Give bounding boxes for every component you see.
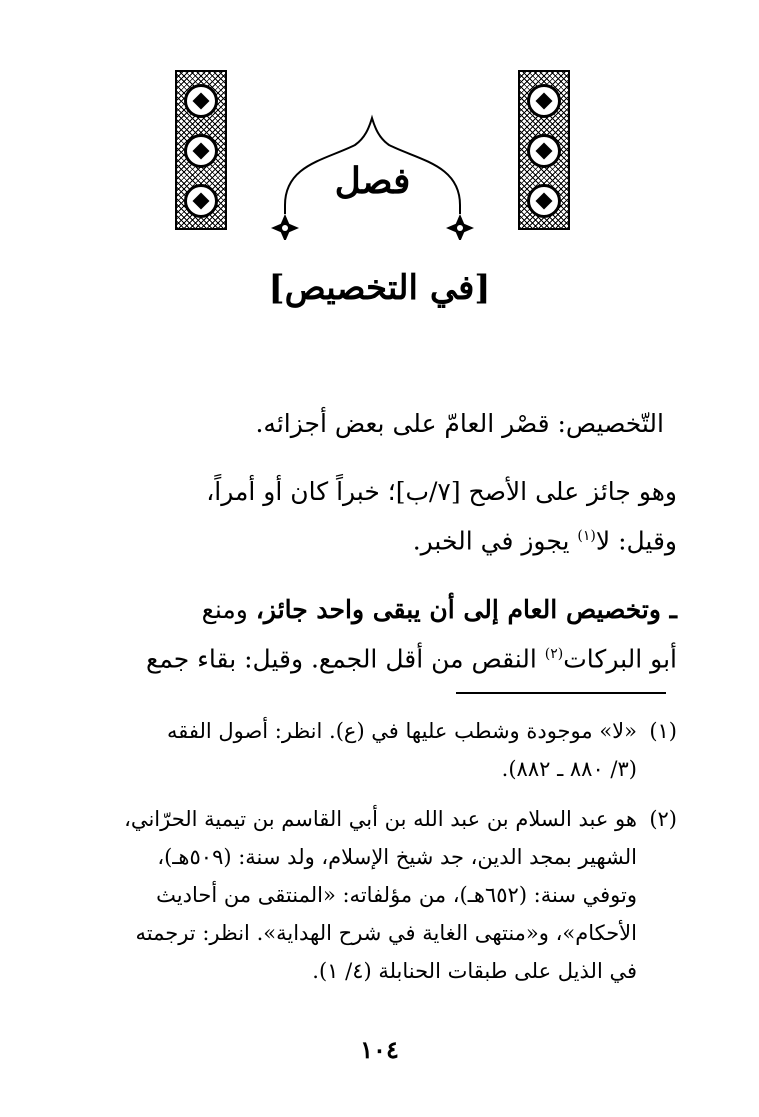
footnote-number: (١)	[649, 719, 677, 743]
footnote-line	[167, 719, 677, 743]
chapter-title: [في التخصيص]	[268, 268, 491, 308]
footnote-2	[72, 800, 677, 990]
rosette-icon	[527, 134, 561, 168]
text-line	[77, 632, 677, 681]
rosette-icon	[527, 184, 561, 218]
text-segment: النقص من أقل الجمع. وقيل: بقاء جمع	[146, 644, 545, 674]
rosette-icon	[527, 84, 561, 118]
paragraph-permissibility	[77, 470, 677, 563]
header-ornament	[175, 70, 570, 230]
paragraph-definition	[104, 402, 664, 446]
footnote-text: «لا» موجودة وشطب عليها في (ع). انظر: أصول الفقه	[166, 719, 637, 743]
text-segment: وقيل: لا	[595, 526, 677, 556]
footnote-line: (٣/ ٨٨٠ ـ ٨٨٢).	[501, 757, 637, 781]
rosette-icon	[184, 134, 218, 168]
rosette-icon	[184, 84, 218, 118]
text-segment: يجوز في الخبر.	[412, 526, 578, 556]
footnote-separator	[456, 692, 666, 694]
footnote-line: الأحكام»، و«منتهى الغاية في شرح الهداية». انظر: ترجمته	[135, 921, 637, 945]
text-line	[77, 588, 677, 632]
footnotes-section	[72, 712, 677, 1002]
text-line	[77, 514, 677, 563]
left-ornamental-pillar	[175, 70, 227, 230]
footnote-text: هو عبد السلام بن عبد الله بن أبي القاسم بن تيمية الحرّاني،	[124, 807, 637, 831]
footnote-line: في الذيل على طبقات الحنابلة (٤/ ١).	[312, 959, 637, 983]
footnote-line: وتوفي سنة: (٦٥٢هـ)، من مؤلفاته: «المنتقى من أحاديث	[156, 883, 637, 907]
paragraph-specification-limit	[77, 588, 677, 681]
footnote-reference: (١)	[577, 528, 596, 544]
right-ornamental-pillar	[518, 70, 570, 230]
footnote-line: الشهير بمجد الدين، جد شيخ الإسلام، ولد سنة: (٥٠٩هـ)،	[157, 845, 637, 869]
text-segment: ومنع	[201, 595, 256, 624]
footnote-line	[124, 807, 677, 831]
text-line: وهو جائز على الأصح [٧/ب]؛ خبراً كان أو أمراً،	[206, 477, 677, 506]
bold-statement: ـ وتخصيص العام إلى أن يبقى واحد جائز،	[255, 595, 677, 624]
section-heading-word: فصل	[334, 160, 411, 202]
footnote-reference: (٢)	[544, 646, 564, 662]
footnote-1	[72, 712, 677, 788]
footnote-number: (٢)	[649, 807, 677, 831]
text-segment: أبو البركات	[563, 644, 677, 674]
page-number: ١٠٤	[360, 1035, 399, 1064]
text-line: التّخصيص: قصْر العامّ على بعض أجزائه.	[255, 409, 664, 438]
rosette-icon	[184, 184, 218, 218]
